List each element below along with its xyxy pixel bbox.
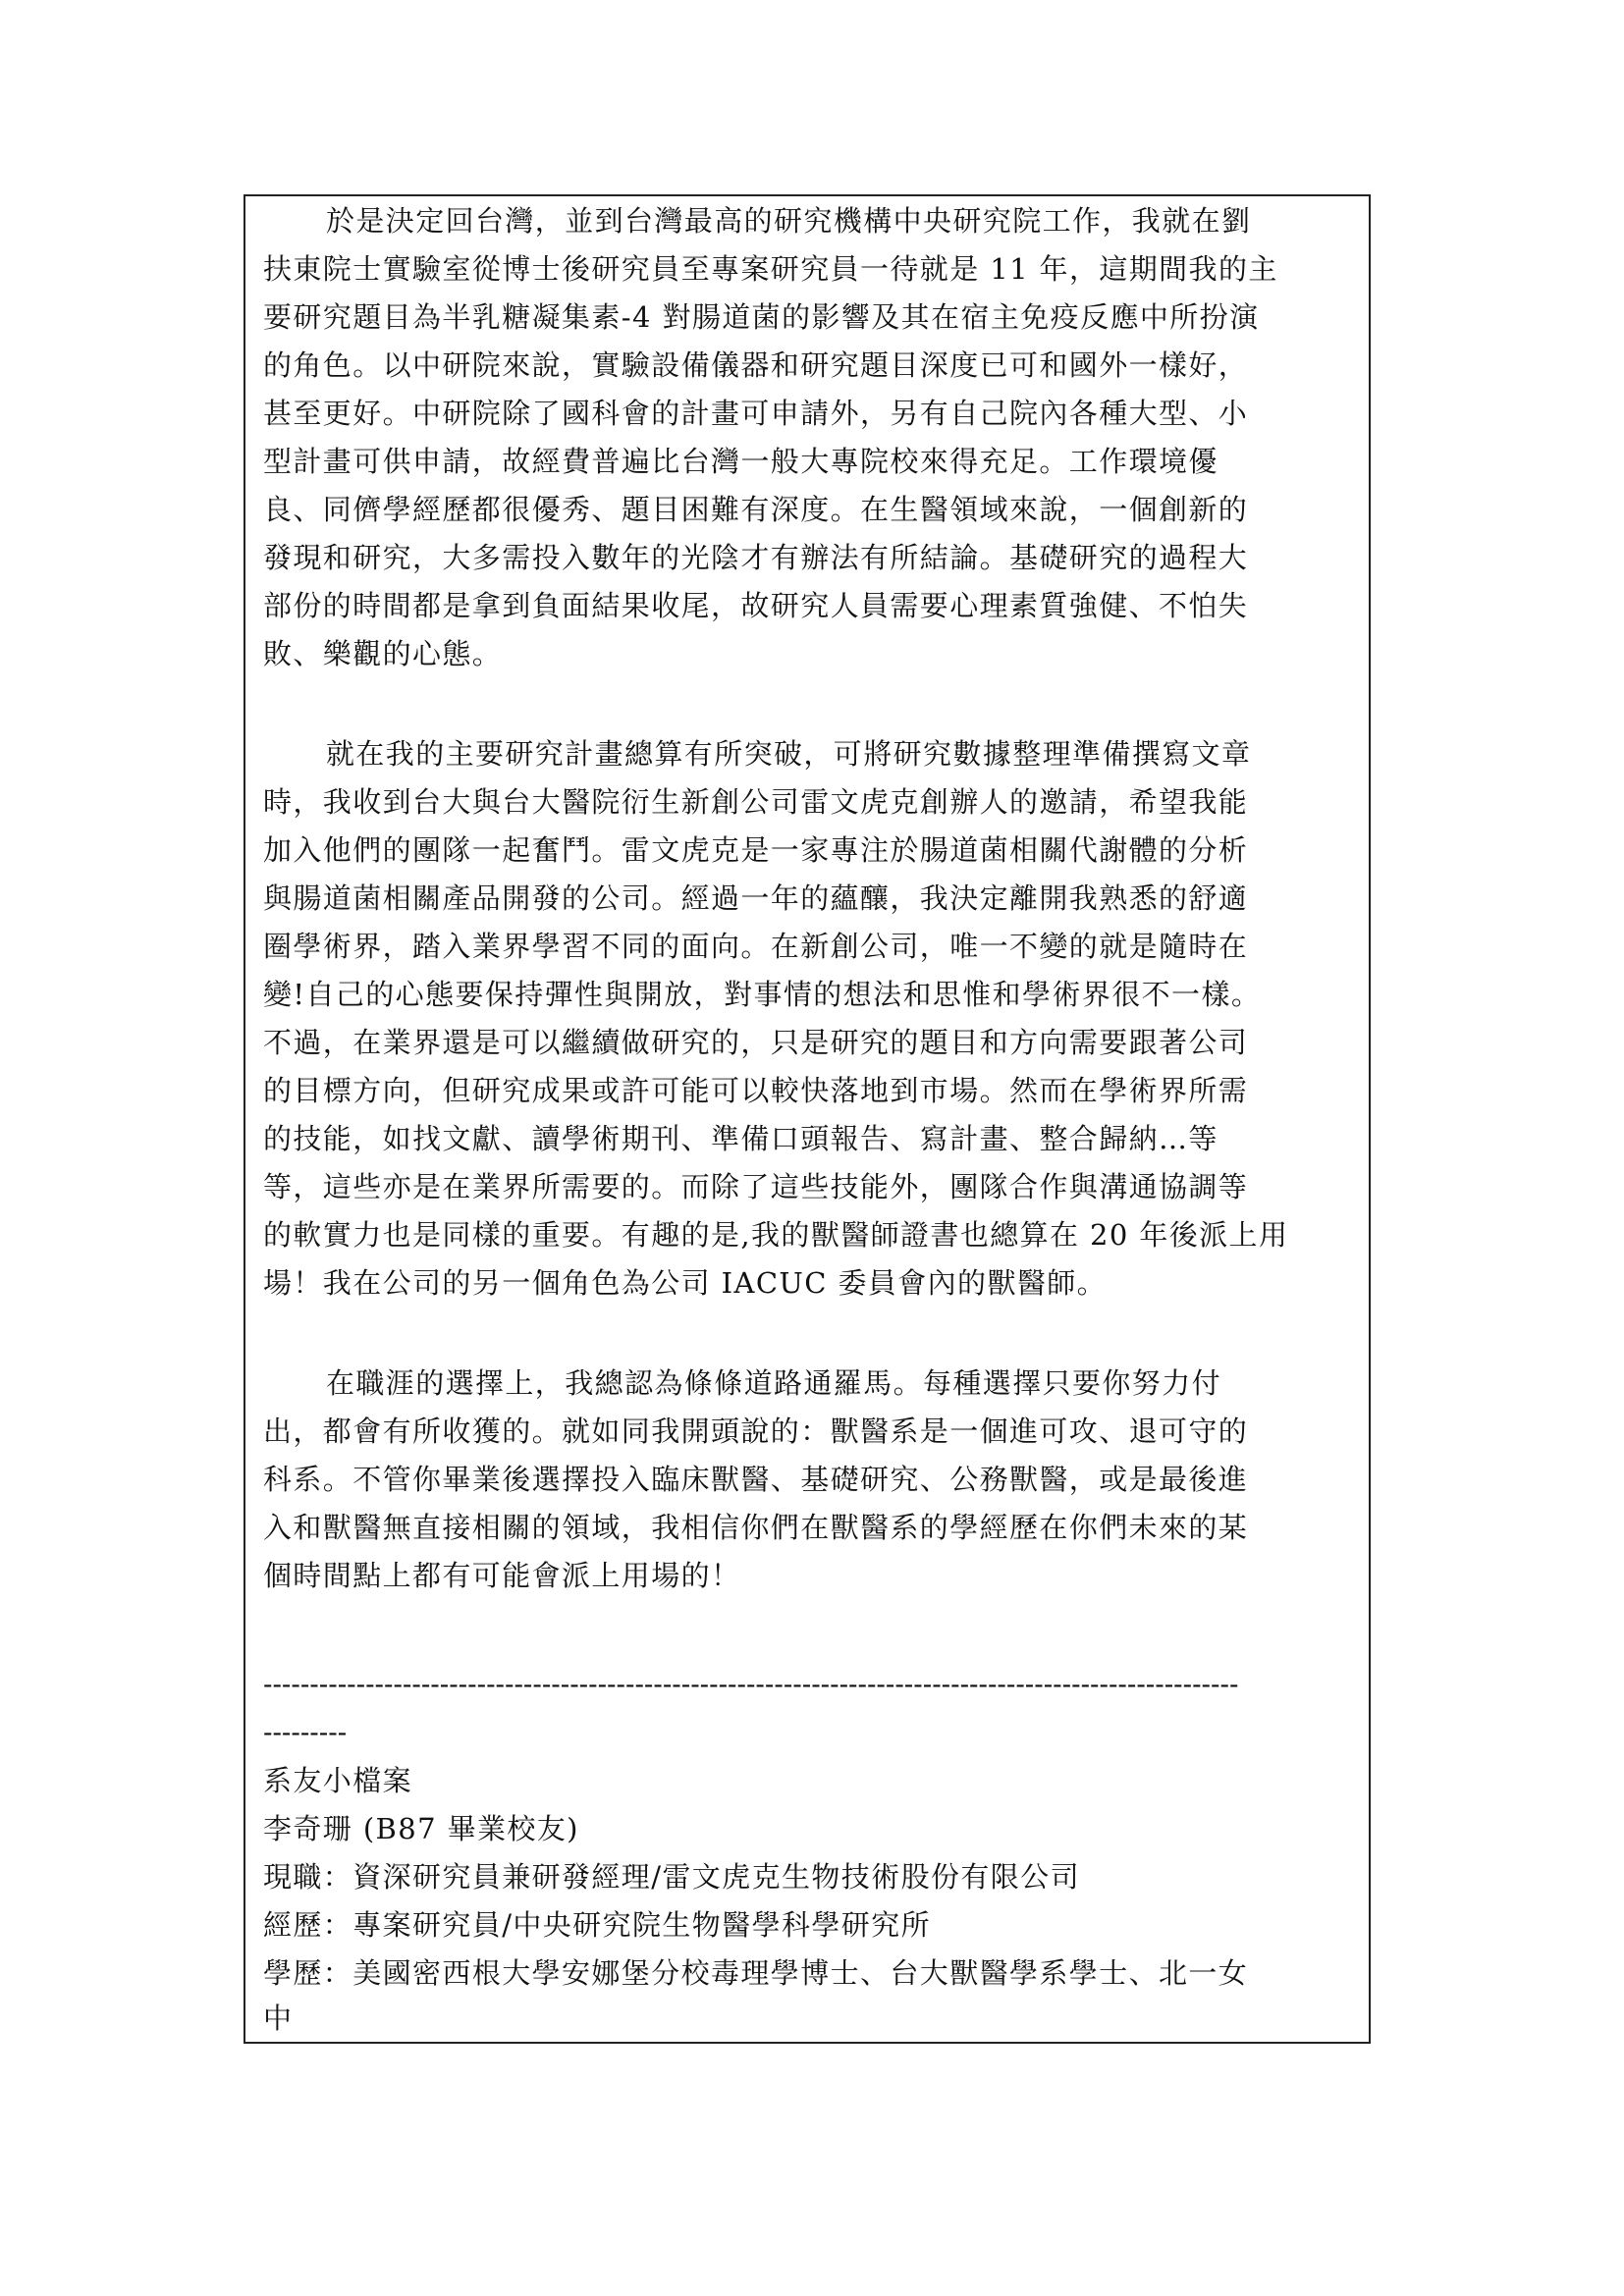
separator-line-1: --------------------------------------------------------------------------------------------------------- — [263, 1668, 1239, 1700]
separator-line-2: --------- — [263, 1716, 348, 1748]
paragraph-2-line-7: 不過，在業界還是可以繼續做研究的，只是研究的題目和方向需要跟著公司 — [263, 1026, 1249, 1059]
paragraph-2-line-12: 場！我在公司的另一個角色為公司 IACUC 委員會內的獸醫師。 — [263, 1266, 1108, 1300]
paragraph-2-line-3: 加入他們的團隊一起奮鬥。雷文虎克是一家專注於腸道菌相關代謝體的分析 — [263, 833, 1249, 867]
paragraph-3-line-2: 出，都會有所收獲的。就如同我開頭說的：獸醫系是一個進可攻、退可守的 — [263, 1415, 1249, 1448]
profile-experience: 經歷：專案研究員/中央研究院生物醫學科學研究所 — [263, 1908, 931, 1942]
paragraph-1-line-1: 於是決定回台灣，並到台灣最高的研究機構中央研究院工作，我就在劉 — [326, 204, 1252, 238]
profile-education-line-2: 中 — [263, 2002, 294, 2035]
paragraph-2-line-9: 的技能，如找文獻、讀學術期刊、準備口頭報告、寫計畫、整合歸納…等 — [263, 1122, 1218, 1155]
paragraph-1-line-5: 甚至更好。中研院除了國科會的計畫可申請外，另有自己院內各種大型、小 — [263, 397, 1249, 430]
paragraph-3-line-4: 入和獸醫無直接相關的領域，我相信你們在獸醫系的學經歷在你們未來的某 — [263, 1511, 1249, 1544]
profile-position: 現職：資深研究員兼研發經理/雷文虎克生物技術股份有限公司 — [263, 1860, 1080, 1894]
paragraph-2-line-4: 與腸道菌相關產品開發的公司。經過一年的蘊釀，我決定離開我熟悉的舒適 — [263, 881, 1249, 915]
paragraph-2-line-6: 變!自己的心態要保持彈性與開放，對事情的想法和思惟和學術界很不一樣。 — [263, 978, 1262, 1011]
paragraph-2-line-8: 的目標方向，但研究成果或許可能可以較快落地到市場。然而在學術界所需 — [263, 1074, 1249, 1107]
paragraph-2-line-5: 圈學術界，踏入業界學習不同的面向。在新創公司，唯一不變的就是隨時在 — [263, 930, 1249, 963]
paragraph-1-line-8: 發現和研究，大多需投入數年的光陰才有辦法有所結論。基礎研究的過程大 — [263, 541, 1249, 574]
paragraph-2-line-1: 就在我的主要研究計畫總算有所突破，可將研究數據整理準備撰寫文章 — [326, 737, 1252, 771]
paragraph-1-line-9: 部份的時間都是拿到負面結果收尾，故研究人員需要心理素質強健、不怕失 — [263, 589, 1249, 622]
paragraph-1-line-4: 的角色。以中研院來說，實驗設備儀器和研究題目深度已可和國外一樣好， — [263, 348, 1249, 382]
paragraph-1-line-7: 良、同儕學經歷都很優秀、題目困難有深度。在生醫領域來說，一個創新的 — [263, 493, 1249, 526]
paragraph-3-line-3: 科系。不管你畢業後選擇投入臨床獸醫、基礎研究、公務獸醫，或是最後進 — [263, 1463, 1249, 1496]
paragraph-2-line-11: 的軟實力也是同樣的重要。有趣的是,我的獸醫師證書也總算在 20 年後派上用 — [263, 1218, 1289, 1252]
profile-education-line-1: 學歷：美國密西根大學安娜堡分校毒理學博士、台大獸醫學系學士、北一女 — [263, 1956, 1249, 1990]
paragraph-1-line-2: 扶東院士實驗室從博士後研究員至專案研究員一待就是 11 年，這期間我的主 — [263, 252, 1278, 286]
paragraph-1-line-10: 敗、樂觀的心態。 — [263, 637, 503, 670]
paragraph-3-line-5: 個時間點上都有可能會派上用場的！ — [263, 1559, 741, 1592]
paragraph-2-line-2: 時，我收到台大與台大醫院衍生新創公司雷文虎克創辦人的邀請，希望我能 — [263, 785, 1249, 819]
paragraph-1-line-3: 要研究題目為半乳糖凝集素-4 對腸道菌的影響及其在宿主免疫反應中所扮演 — [263, 300, 1260, 334]
paragraph-3-line-1: 在職涯的選擇上，我總認為條條道路通羅馬。每種選擇只要你努力付 — [326, 1366, 1222, 1400]
profile-heading: 系友小檔案 — [263, 1764, 413, 1797]
paragraph-1-line-6: 型計畫可供申請，故經費普遍比台灣一般大專院校來得充足。工作環境優 — [263, 445, 1218, 478]
profile-name: 李奇珊 (B87 畢業校友) — [263, 1812, 579, 1845]
paragraph-2-line-10: 等，這些亦是在業界所需要的。而除了這些技能外，團隊合作與溝通協調等 — [263, 1170, 1249, 1203]
